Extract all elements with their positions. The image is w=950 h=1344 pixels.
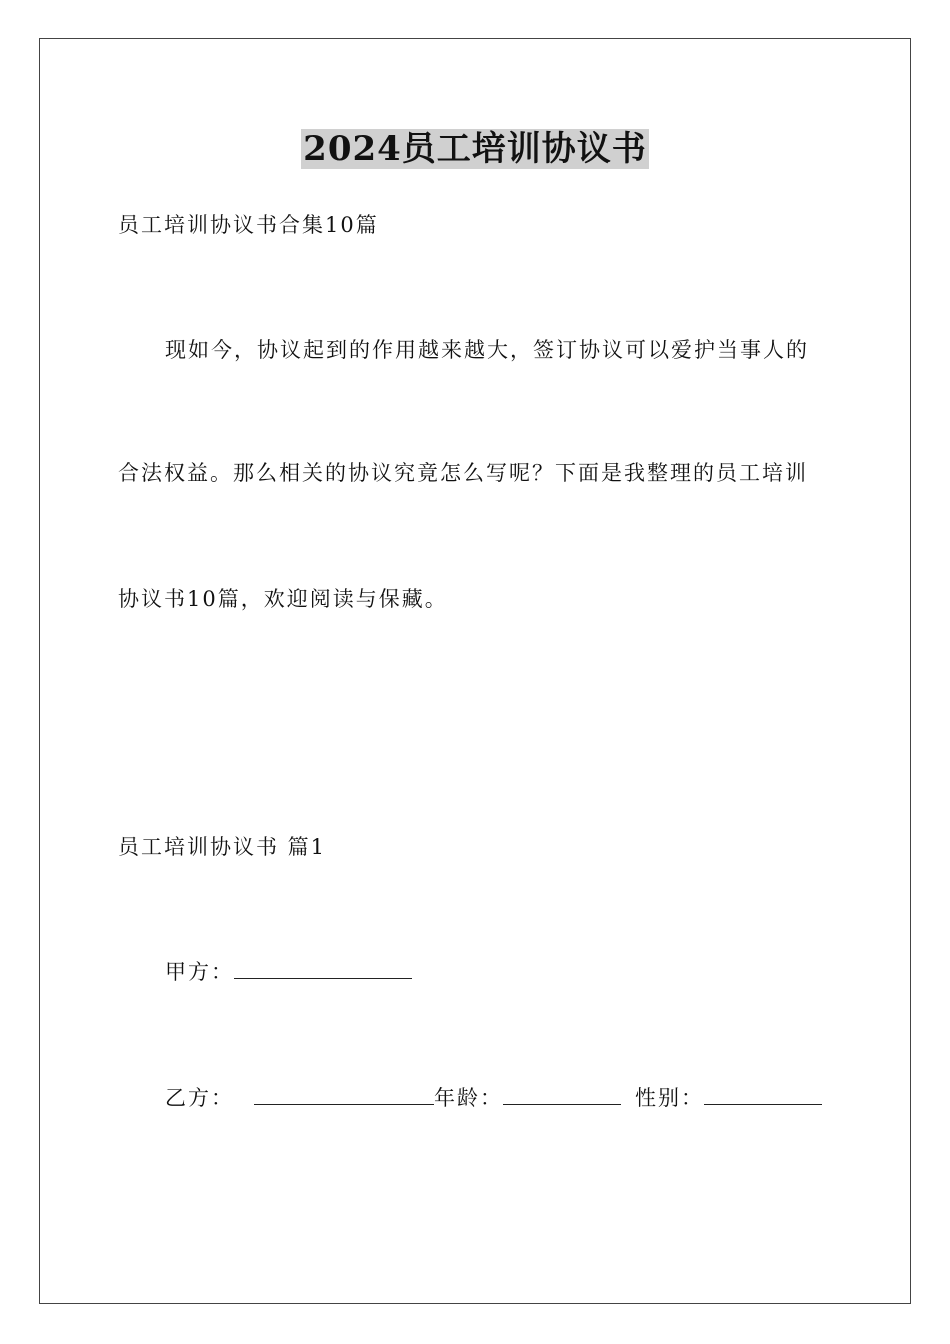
party-b-row	[165, 1082, 822, 1113]
document-title-text: 2024员工培训协议书	[303, 129, 647, 169]
intro-line-1: 现如今，协议起到的作用越来越大，签订协议可以爱护当事人的	[165, 338, 809, 362]
party-b-blank[interactable]	[254, 1082, 434, 1105]
document-title	[0, 126, 950, 172]
intro-line-3: 协议书10篇，欢迎阅读与保藏。	[118, 587, 448, 611]
age-label: 年龄：	[434, 1086, 503, 1110]
party-a-row	[165, 956, 412, 987]
document-subtitle: 员工培训协议书合集10篇	[118, 213, 379, 237]
party-a-blank[interactable]	[234, 956, 412, 979]
party-b-label: 乙方：	[165, 1086, 234, 1110]
section-heading: 员工培训协议书 篇1	[118, 835, 327, 859]
age-blank[interactable]	[503, 1082, 621, 1105]
gender-blank[interactable]	[704, 1082, 822, 1105]
intro-line-2: 合法权益。那么相关的协议究竟怎么写呢？下面是我整理的员工培训	[118, 461, 808, 485]
gender-label: 性别：	[635, 1086, 704, 1110]
party-a-label: 甲方：	[165, 960, 234, 984]
